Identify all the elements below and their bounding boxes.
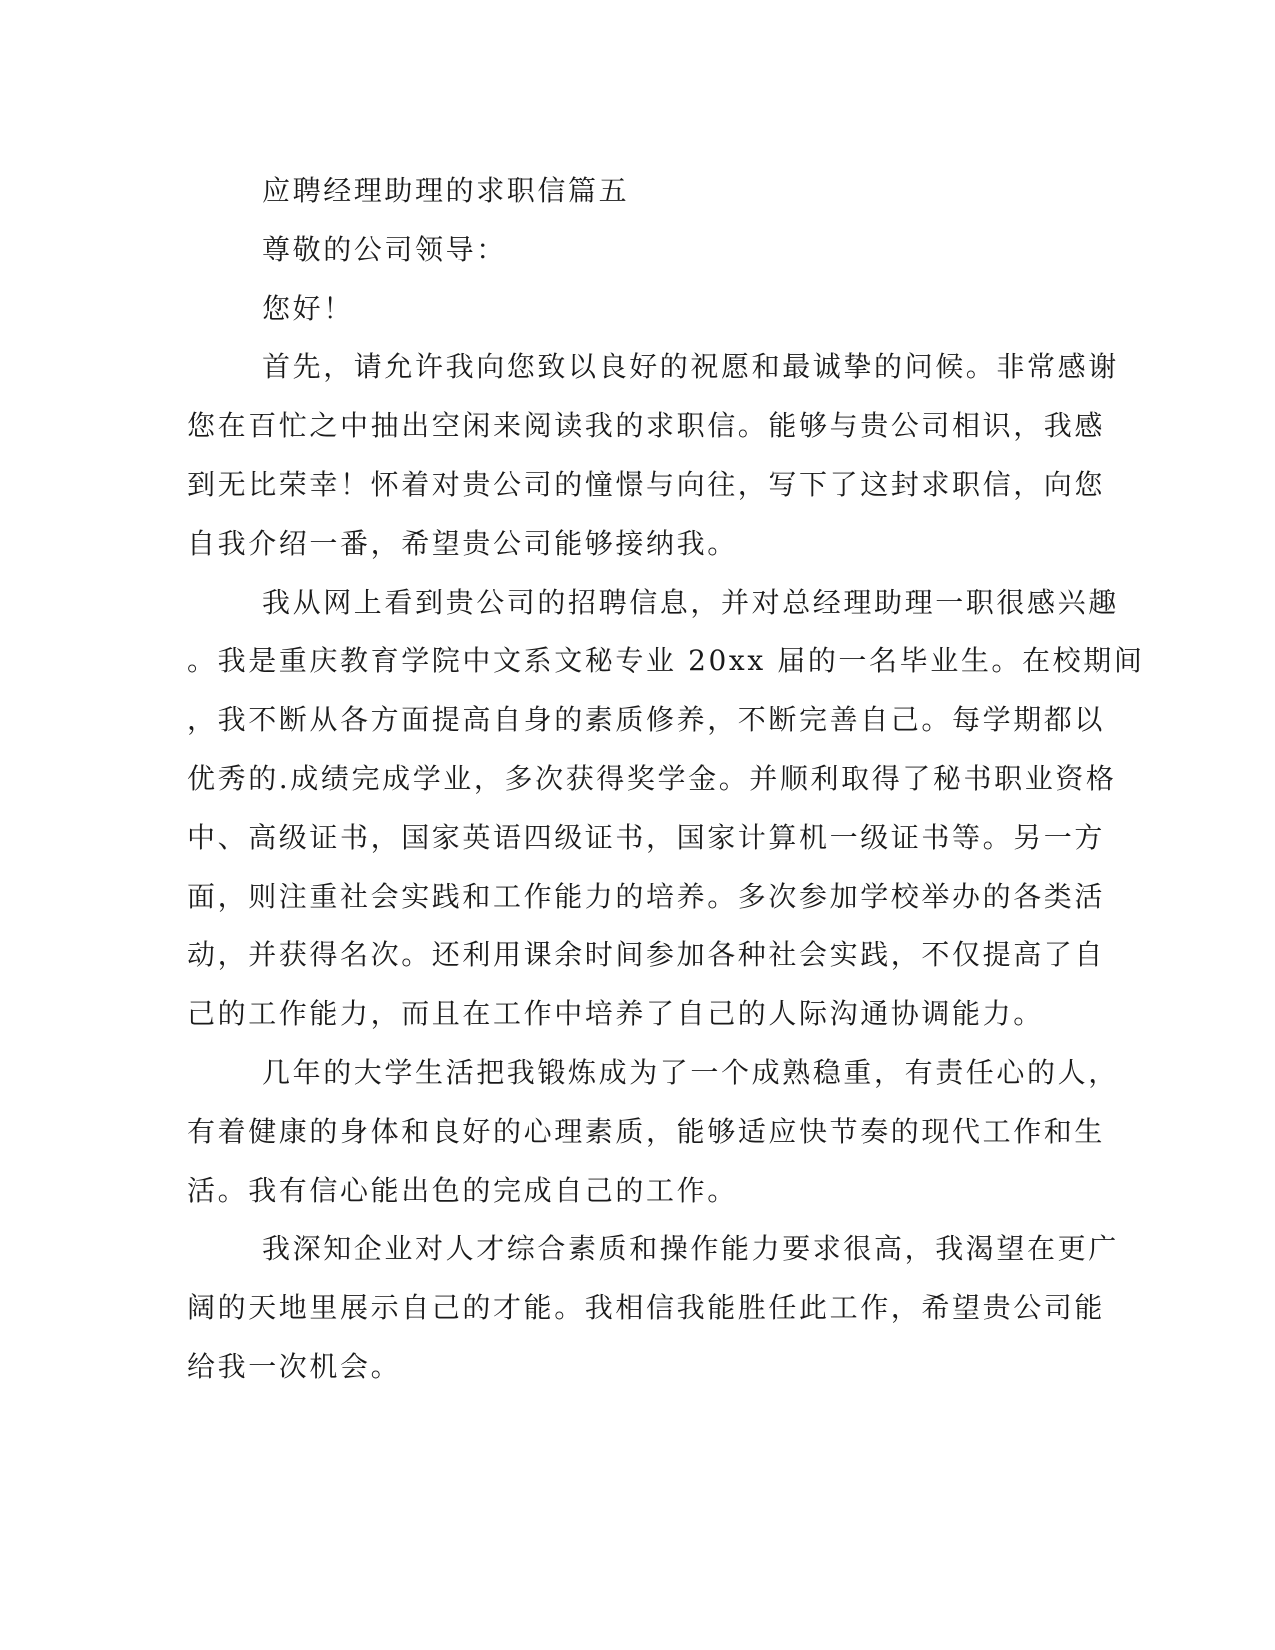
paragraph-line: 您在百忙之中抽出空闲来阅读我的求职信。能够与贵公司相识，我感 (187, 409, 1106, 443)
paragraph-line: ，我不断从各方面提高自身的素质修养，不断完善自己。每学期都以 (187, 703, 1106, 737)
paragraph-line: 我从网上看到贵公司的招聘信息，并对总经理助理一职很感兴趣 (262, 585, 1119, 619)
paragraph-line: 我深知企业对人才综合素质和操作能力要求很高，我渴望在更广 (262, 1232, 1119, 1266)
paragraph-line: 动，并获得名次。还利用课余时间参加各种社会实践，不仅提高了自 (187, 938, 1106, 972)
greeting: 您好！ (262, 291, 354, 325)
paragraph-line: 首先，请允许我向您致以良好的祝愿和最诚挚的问候。非常感谢 (262, 350, 1119, 384)
paragraph-line: 到无比荣幸！怀着对贵公司的憧憬与向往，写下了这封求职信，向您 (187, 467, 1106, 501)
paragraph-line: 面，则注重社会实践和工作能力的培养。多次参加学校举办的各类活 (187, 879, 1106, 913)
paragraph-line: 有着健康的身体和良好的心理素质，能够适应快节奏的现代工作和生 (187, 1114, 1106, 1148)
paragraph-line: 己的工作能力，而且在工作中培养了自己的人际沟通协调能力。 (187, 997, 1044, 1031)
paragraph-line: 阔的天地里展示自己的才能。我相信我能胜任此工作，希望贵公司能 (187, 1291, 1106, 1325)
paragraph-2 (187, 574, 1145, 1044)
paragraph-line: 几年的大学生活把我锻炼成为了一个成熟稳重，有责任心的人， (262, 1055, 1119, 1089)
document-title: 应聘经理助理的求职信篇五 (262, 174, 630, 207)
paragraph-line: 给我一次机会。 (187, 1349, 402, 1383)
paragraph-4 (187, 1220, 1119, 1396)
paragraph-3 (187, 1044, 1119, 1220)
salutation: 尊敬的公司领导： (262, 232, 507, 266)
paragraph-1 (187, 338, 1119, 573)
paragraph-line: 。我是重庆教育学院中文系文秘专业 20xx 届的一名毕业生。在校期间 (187, 644, 1145, 678)
letter-body (187, 162, 1145, 1397)
paragraph-line: 活。我有信心能出色的完成自己的工作。 (187, 1173, 738, 1207)
paragraph-line: 中、高级证书，国家英语四级证书，国家计算机一级证书等。另一方 (187, 820, 1106, 854)
paragraph-line: 自我介绍一番，希望贵公司能够接纳我。 (187, 526, 738, 560)
paragraph-line: 优秀的.成绩完成学业，多次获得奖学金。并顺利取得了秘书职业资格 (187, 761, 1117, 795)
